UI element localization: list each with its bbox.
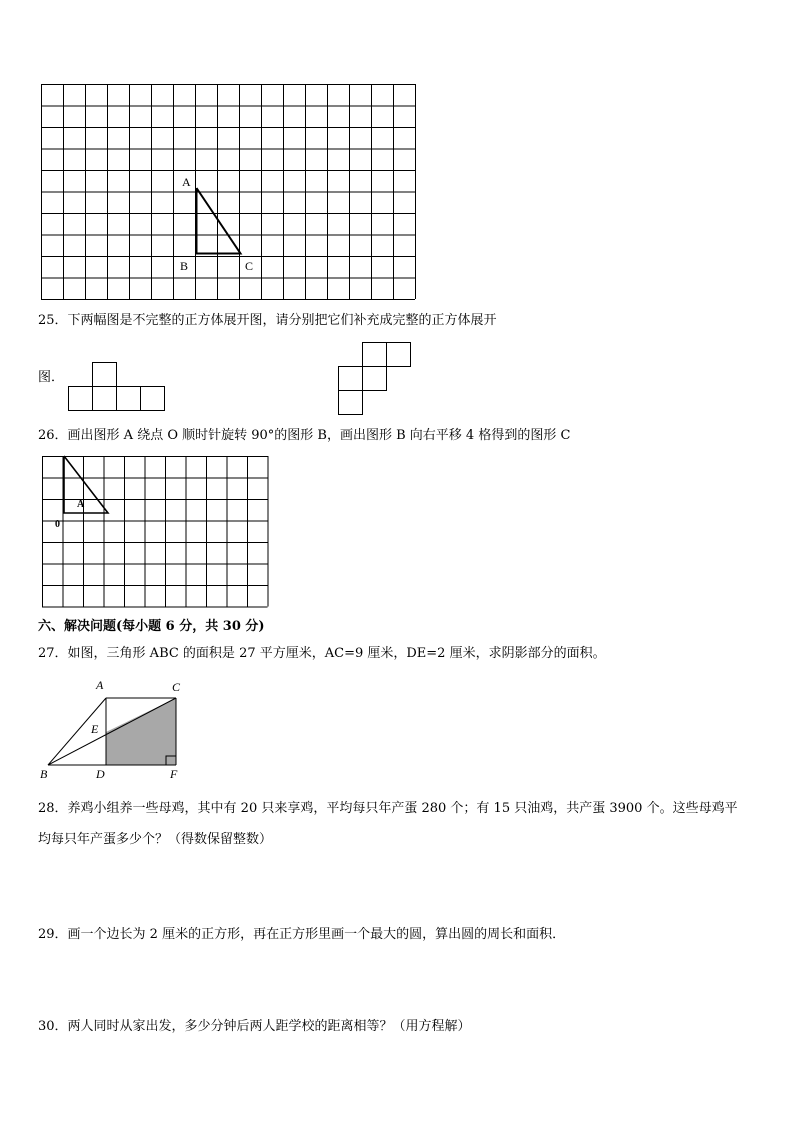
q27-figure bbox=[38, 676, 188, 786]
grid1-label-b: B bbox=[180, 259, 189, 273]
q25-text: 25．下两幅图是不完整的正方体展开图，请分别把它们补充成完整的正方体展开 bbox=[38, 313, 497, 328]
grid1-label-a: A bbox=[182, 175, 191, 189]
net2-square bbox=[363, 367, 387, 391]
label-a: A bbox=[77, 499, 85, 510]
q28-text-line1: 28．养鸡小组养一些母鸡，其中有 20 只来享鸡，平均每只年产蛋 280 个；有 15 只油鸡，共产蛋 3900 个。这些母鸡平 bbox=[38, 801, 738, 816]
label-b: B bbox=[40, 767, 48, 781]
grid-lines bbox=[41, 84, 416, 300]
label-d: D bbox=[96, 767, 105, 781]
grid1-label-c: C bbox=[245, 259, 254, 273]
label-c: C bbox=[172, 680, 181, 694]
label-a: A bbox=[96, 678, 104, 692]
q28-text-line2: 均每只年产蛋多少个？（得数保留整数） bbox=[38, 832, 273, 847]
net2-square bbox=[387, 343, 411, 367]
section-title: 六、解决问题(每小题 6 分，共 30 分) bbox=[38, 619, 265, 634]
grid-figure-2-svg bbox=[38, 452, 270, 612]
net1-square bbox=[69, 387, 93, 411]
triangle-a bbox=[64, 456, 108, 513]
grid-lines bbox=[42, 456, 268, 607]
net2-square bbox=[339, 391, 363, 415]
q27-text: 27．如图，三角形 ABC 的面积是 27 平方厘米，AC=9 厘米，DE=2 厘米，求阴影部分的面积。 bbox=[38, 646, 606, 661]
shaded-region bbox=[106, 698, 176, 765]
net2-square bbox=[339, 367, 363, 391]
net1-square bbox=[117, 387, 141, 411]
cube-net-2 bbox=[336, 340, 412, 418]
triangle-abc bbox=[197, 188, 241, 254]
grid-figure-1 bbox=[40, 83, 420, 301]
net1-square bbox=[93, 363, 117, 387]
grid-figure-1-svg bbox=[40, 83, 420, 301]
q25-text-cont: 图． bbox=[38, 370, 65, 385]
grid-figure-2 bbox=[38, 452, 270, 612]
q30-text: 30．两人同时从家出发，多少分钟后两人距学校的距离相等？（用方程解） bbox=[38, 1019, 471, 1034]
label-o: 0 bbox=[55, 519, 60, 530]
label-f: F bbox=[170, 767, 178, 781]
q29-text: 29．画一个边长为 2 厘米的正方形，再在正方形里画一个最大的圆，算出圆的周长和面积． bbox=[38, 927, 566, 942]
net2-square bbox=[363, 343, 387, 367]
q26-text: 26．画出图形 A 绕点 O 顺时针旋转 90°的图形 B，画出图形 B 向右平移 4 格得到的图形 C bbox=[38, 428, 571, 443]
cube-net-1 bbox=[66, 361, 168, 416]
net1-square bbox=[141, 387, 165, 411]
label-e: E bbox=[91, 722, 99, 736]
net1-square bbox=[93, 387, 117, 411]
